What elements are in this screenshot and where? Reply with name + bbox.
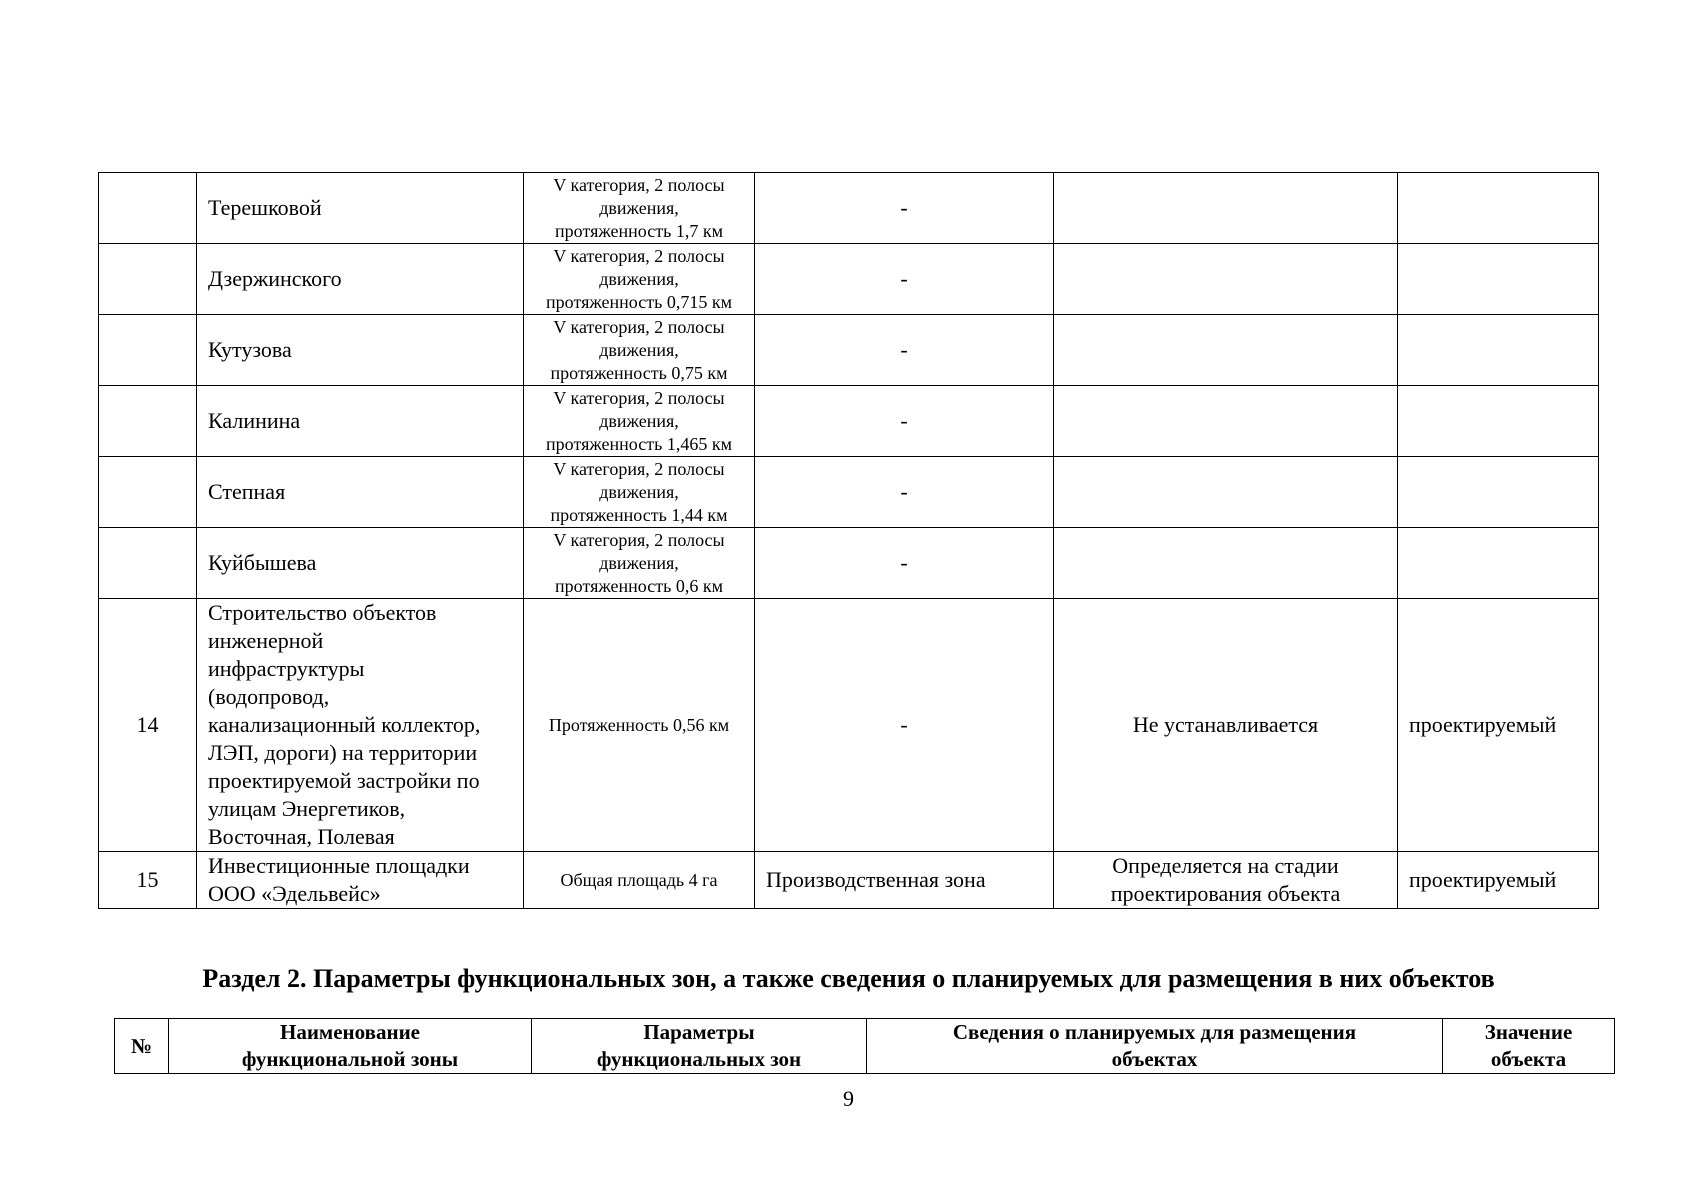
object-name-cell [197,852,524,909]
zone-cell: Производственная зона [755,852,1054,909]
header-line: Сведения о планируемых для размещения [952,1020,1357,1044]
header-planned-objects [867,1019,1443,1074]
restriction-cell: Не устанавливается [1054,599,1398,852]
row-number-cell [99,457,197,528]
name-line: улицам Энергетиков, [208,796,406,821]
param-line: движения, [599,481,679,502]
object-name-cell: Дзержинского [197,244,524,315]
name-line: Восточная, Полевая [208,824,395,849]
name-line: проектируемой застройки по [208,768,480,793]
param-line: протяженность 0,715 км [546,291,732,312]
parameters-cell [524,173,755,244]
table-row [99,599,1599,852]
section2-table-header [114,1018,1615,1074]
header-line: № [130,1033,153,1058]
restriction-line: Определяется на стадии [1112,853,1339,878]
restriction-cell [1054,852,1398,909]
parameters-cell [524,386,755,457]
header-line: функциональной зоны [241,1047,459,1071]
zone-cell: - [755,244,1054,315]
row-number-cell [99,315,197,386]
param-line: протяженность 1,44 км [550,504,728,525]
header-line: Параметры [643,1020,755,1044]
object-name-cell: Степная [197,457,524,528]
zone-cell: - [755,599,1054,852]
param-line: движения, [599,339,679,360]
param-line: движения, [599,268,679,289]
param-line: движения, [599,197,679,218]
row-number-cell: 15 [99,852,197,909]
header-line: функциональных зон [596,1047,802,1071]
status-cell: проектируемый [1398,852,1599,909]
status-cell [1398,315,1599,386]
objects-table [98,172,1599,909]
name-line: инфраструктуры [208,656,365,681]
row-number-cell [99,173,197,244]
parameters-cell [524,457,755,528]
status-cell [1398,457,1599,528]
header-zone-params [532,1019,867,1074]
parameters-cell: Протяженность 0,56 км [524,599,755,852]
param-line: V категория, 2 полосы [553,174,725,195]
page-number: 9 [843,1086,854,1111]
restriction-cell [1054,315,1398,386]
param-line: V категория, 2 полосы [553,245,725,266]
header-line: Значение [1484,1020,1573,1044]
restriction-cell [1054,386,1398,457]
restriction-cell [1054,173,1398,244]
row-number-cell [99,386,197,457]
parameters-cell: Общая площадь 4 га [524,852,755,909]
parameters-cell [524,315,755,386]
header-zone-name [169,1019,532,1074]
row-number-cell: 14 [99,599,197,852]
name-line: Строительство объектов [208,600,437,625]
param-line: движения, [599,552,679,573]
param-line: V категория, 2 полосы [553,316,725,337]
param-line: V категория, 2 полосы [553,529,725,550]
zone-cell: - [755,386,1054,457]
name-line: инженерной [208,628,324,653]
parameters-cell [524,528,755,599]
status-cell [1398,244,1599,315]
header-object-value [1443,1019,1615,1074]
header-line: объектах [1111,1047,1198,1071]
restriction-cell [1054,244,1398,315]
row-number-cell [99,528,197,599]
name-line: ООО «Эдельвейс» [208,881,381,906]
header-row [115,1019,1615,1074]
object-name-cell: Калинина [197,386,524,457]
object-name-cell: Терешковой [197,173,524,244]
zone-cell: - [755,173,1054,244]
status-cell: проектируемый [1398,599,1599,852]
status-cell [1398,386,1599,457]
zone-cell: - [755,528,1054,599]
object-name-cell: Кутузова [197,315,524,386]
section-title: Раздел 2. Параметры функциональных зон, а также сведения о планируемых для размещения в них объектов [202,964,1495,993]
table-row [99,244,1599,315]
parameters-cell [524,244,755,315]
table-row [99,852,1599,909]
name-line: (водопровод, [208,684,330,709]
table-row [99,528,1599,599]
object-name-cell [197,599,524,852]
restriction-cell [1054,457,1398,528]
table-row [99,315,1599,386]
zone-cell: - [755,315,1054,386]
header-number [115,1019,169,1074]
param-line: движения, [599,410,679,431]
restriction-line: проектирования объекта [1110,881,1341,906]
restriction-cell [1054,528,1398,599]
status-cell [1398,528,1599,599]
param-line: протяженность 1,7 км [555,220,723,241]
name-line: ЛЭП, дороги) на территории [208,740,478,765]
table-row [99,457,1599,528]
param-line: V категория, 2 полосы [553,387,725,408]
param-line: протяженность 0,75 км [550,362,728,383]
header-line: объекта [1490,1047,1567,1071]
name-line: Инвестиционные площадки [208,853,470,878]
status-cell [1398,173,1599,244]
object-name-cell: Куйбышева [197,528,524,599]
param-line: V категория, 2 полосы [553,458,725,479]
table-row [99,173,1599,244]
header-line: Наименование [280,1020,420,1044]
param-line: протяженность 1,465 км [546,433,732,454]
row-number-cell [99,244,197,315]
table-row [99,386,1599,457]
param-line: протяженность 0,6 км [555,575,723,596]
zone-cell: - [755,457,1054,528]
name-line: канализационный коллектор, [208,712,481,737]
